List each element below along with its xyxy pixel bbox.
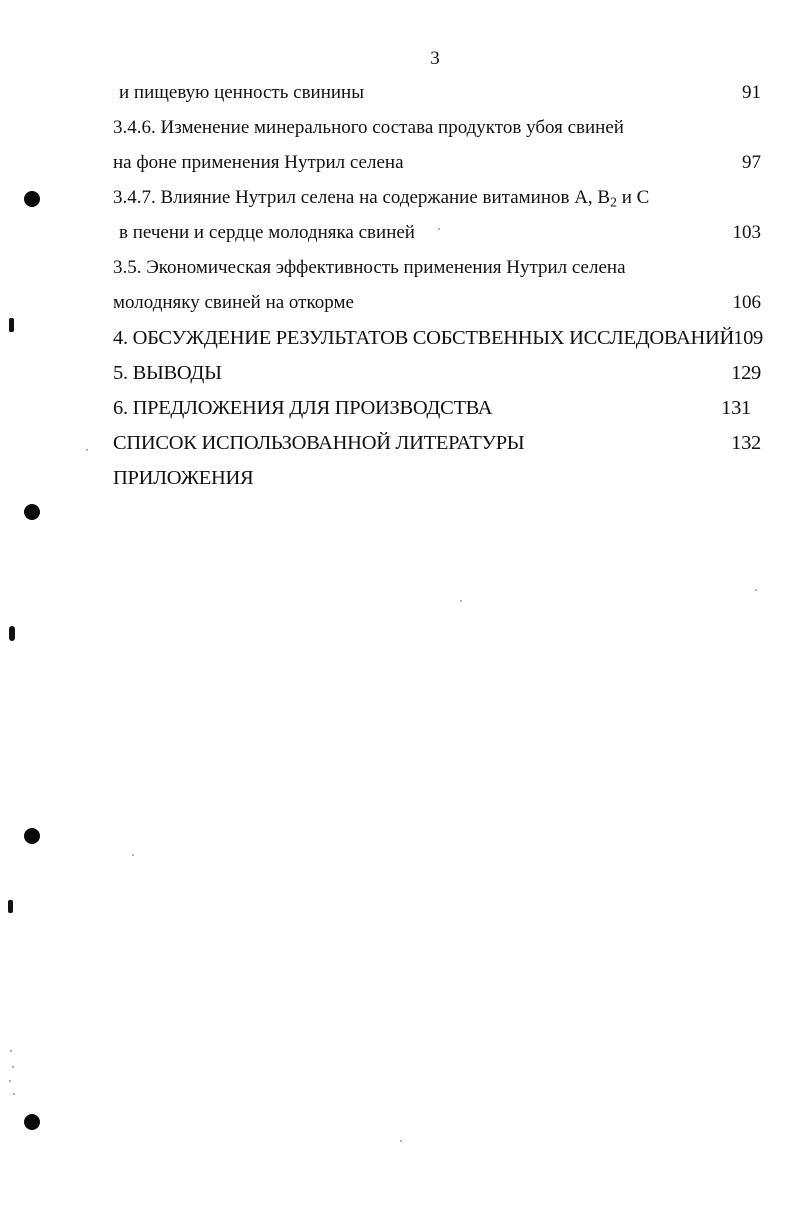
scan-speck: [13, 1093, 15, 1095]
toc-entry-text: в печени и сердце молодняка свиней: [119, 222, 415, 243]
scan-mark: [9, 318, 14, 332]
scan-speck: [9, 1080, 11, 1082]
toc-entry-text: 5. ВЫВОДЫ: [113, 362, 222, 384]
punch-hole: [24, 828, 40, 844]
toc-entry-page: 132: [731, 432, 761, 454]
punch-hole: [24, 504, 40, 520]
page-number: 3: [430, 48, 440, 69]
toc-entry-page: 129: [731, 362, 761, 384]
toc-entry-text: 6. ПРЕДЛОЖЕНИЯ ДЛЯ ПРОИЗВОДСТВА: [113, 397, 493, 419]
toc-entry: [113, 463, 761, 493]
toc-entry-page: 103: [732, 222, 761, 243]
toc-entry-text-tail: и С: [616, 187, 650, 208]
toc-entry-page: 91: [742, 82, 761, 103]
toc-entry-text: 4. ОБСУЖДЕНИЕ РЕЗУЛЬТАТОВ СОБСТВЕННЫХ ИССЛЕДОВАНИЙ: [113, 327, 734, 349]
toc-entry: [113, 253, 761, 283]
toc-entry: [113, 78, 761, 108]
toc-entry-text: [113, 183, 649, 213]
toc-entry-text: 3.5. Экономическая эффективность применения Нутрил селена: [113, 257, 626, 278]
scan-mark: [9, 626, 15, 641]
toc-entry-page: 109: [733, 327, 763, 349]
toc-entry-text: СПИСОК ИСПОЛЬЗОВАННОЙ ЛИТЕРАТУРЫ: [113, 432, 525, 454]
toc-entry-page: 131: [721, 397, 751, 419]
scan-speck: [12, 1066, 14, 1068]
scan-speck: [86, 449, 88, 451]
toc-entry: [113, 358, 761, 388]
toc-entry-text-main: 3.4.7. Влияние Нутрил селена на содержание витаминов А, В: [113, 187, 611, 208]
toc-entry-text: на фоне применения Нутрил селена: [113, 152, 404, 173]
scan-mark: [8, 900, 13, 913]
toc-entry: [113, 393, 761, 423]
toc-entry: [113, 183, 761, 213]
toc-entry-text: и пищевую ценность свинины: [119, 82, 364, 103]
toc-entry-text: ПРИЛОЖЕНИЯ: [113, 467, 254, 489]
punch-hole: [24, 1114, 40, 1130]
toc-entry: [113, 148, 761, 178]
toc-entry: [113, 323, 763, 353]
toc-entry-text: молодняку свиней на откорме: [113, 292, 354, 313]
toc-entry-page: 106: [732, 292, 761, 313]
scan-speck: [438, 228, 440, 230]
punch-hole: [24, 191, 40, 207]
scan-speck: [755, 589, 757, 591]
toc-entry-text-subscript: 2: [610, 194, 617, 210]
scan-speck: [132, 854, 134, 856]
toc-entry: [113, 218, 761, 248]
toc-entry-page: 97: [742, 152, 761, 173]
scan-speck: [10, 1050, 12, 1052]
scan-speck: [460, 600, 462, 602]
toc-entry: [113, 288, 761, 318]
toc-entry: [113, 113, 761, 143]
toc-entry-text: 3.4.6. Изменение минерального состава продуктов убоя свиней: [113, 117, 624, 138]
toc-entry: [113, 428, 761, 458]
scan-speck: [400, 1140, 402, 1142]
